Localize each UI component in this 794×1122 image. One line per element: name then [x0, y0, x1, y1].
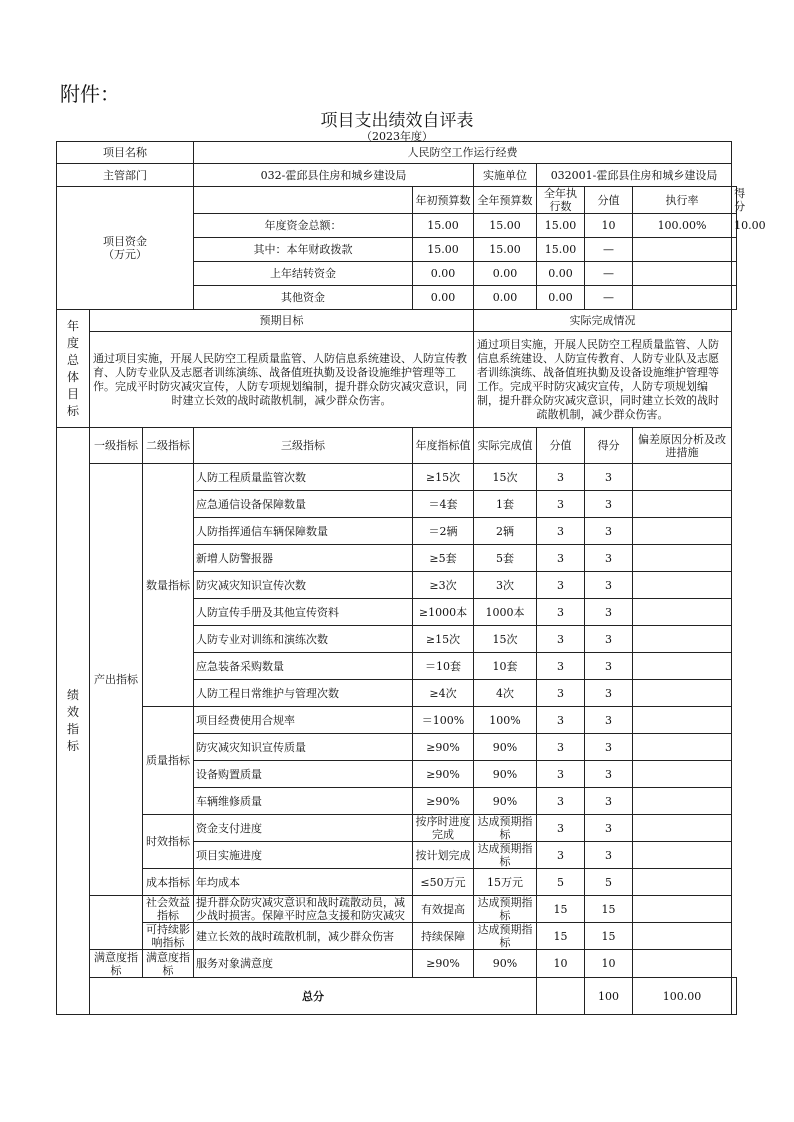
expected-goal-label: 预期目标 [90, 310, 474, 332]
indicator-name: 服务对象满意度 [194, 950, 413, 978]
indicators-label-text: 绩效指标 [66, 688, 79, 753]
indicator-actual: 5套 [474, 545, 537, 572]
indicator-weight: 3 [537, 788, 585, 815]
header-note: 偏差原因分析及改进措施 [633, 428, 732, 464]
indicator-name: 应急装备采购数量 [194, 653, 413, 680]
indicator-note [633, 761, 732, 788]
header-budget: 年初预算数 [413, 187, 474, 214]
indicator-actual: 达成预期指标 [474, 896, 537, 923]
header-weight: 分值 [585, 187, 633, 214]
funds-total-full-budget: 15.00 [474, 214, 537, 238]
dept-value: 032-霍邱县住房和城乡建设局 [194, 164, 474, 187]
header-full-budget: 全年预算数 [474, 187, 537, 214]
indicator-target: ＝4套 [413, 491, 474, 518]
attachment-label: 附件： [60, 82, 120, 106]
funds-carry-label: 上年结转资金 [194, 262, 413, 286]
header-level2: 二级指标 [143, 428, 194, 464]
total-score: 100.00 [633, 978, 732, 1015]
indicator-weight: 3 [537, 815, 585, 842]
indicator-target: ≥90% [413, 734, 474, 761]
evaluation-table [56, 141, 766, 1015]
indicator-target: ＝100% [413, 707, 474, 734]
indicator-target: ≥3次 [413, 572, 474, 599]
indicator-target: ≥1000本 [413, 599, 474, 626]
indicator-weight: 5 [537, 869, 585, 896]
indicator-note [633, 518, 732, 545]
indicator-target: ≥90% [413, 761, 474, 788]
indicator-weight: 15 [537, 896, 585, 923]
indicator-actual: 1套 [474, 491, 537, 518]
indicator-note [633, 707, 732, 734]
indicator-score: 3 [585, 626, 633, 653]
indicator-score: 3 [585, 653, 633, 680]
indicator-score: 3 [585, 788, 633, 815]
benefit-l1-blank [90, 896, 143, 950]
indicator-actual: 1000本 [474, 599, 537, 626]
indicator-weight: 3 [537, 626, 585, 653]
indicator-name: 人防工程日常维护与管理次数 [194, 680, 413, 707]
indicator-actual: 3次 [474, 572, 537, 599]
project-name: 人民防空工作运行经费 [194, 142, 732, 164]
indicator-note [633, 599, 732, 626]
funds-current-blank [633, 238, 732, 262]
indicator-target: 持续保障 [413, 923, 474, 950]
indicator-score: 3 [585, 518, 633, 545]
funds-score-blank [732, 262, 737, 286]
indicator-target: 按计划完成 [413, 842, 474, 869]
funds-carry-weight: — [585, 262, 633, 286]
indicator-score: 10 [585, 950, 633, 978]
header-rate: 执行率 [665, 193, 699, 207]
funds-total-label: 年度资金总额： [194, 214, 413, 238]
indicator-note [633, 491, 732, 518]
funds-score-blank [732, 286, 737, 310]
indicator-name: 建立长效的战时疏散机制，减少群众伤害 [194, 923, 413, 950]
goals-label [57, 310, 90, 428]
indicator-score: 15 [585, 896, 633, 923]
funds-other-weight: — [585, 286, 633, 310]
timeliness-label: 时效指标 [143, 815, 194, 869]
indicator-weight: 3 [537, 707, 585, 734]
indicator-note [633, 626, 732, 653]
project-name-label: 项目名称 [57, 142, 194, 164]
indicator-actual: 达成预期指标 [474, 923, 537, 950]
indicator-weight: 3 [537, 653, 585, 680]
indicator-score: 3 [585, 599, 633, 626]
indicator-score: 3 [585, 680, 633, 707]
indicator-name: 资金支付进度 [194, 815, 413, 842]
indicator-target: ≥15次 [413, 464, 474, 491]
indicator-actual: 100% [474, 707, 537, 734]
quantity-label: 数量指标 [143, 464, 194, 707]
indicator-name: 车辆维修质量 [194, 788, 413, 815]
funds-current-label: 其中：本年财政拨款 [194, 238, 413, 262]
indicator-target: ≥15次 [413, 626, 474, 653]
indicator-score: 15 [585, 923, 633, 950]
indicator-note [633, 788, 732, 815]
indicator-target: ≤50万元 [413, 869, 474, 896]
funds-total-rate: 100.00% [633, 214, 732, 238]
total-weight: 100 [585, 978, 633, 1015]
funds-total-executed: 15.00 [537, 214, 585, 238]
indicator-score: 3 [585, 464, 633, 491]
indicator-target: ≥4次 [413, 680, 474, 707]
indicator-note [633, 572, 732, 599]
satisfaction-l2-label: 满意度指标 [143, 950, 194, 978]
indicator-score: 3 [585, 842, 633, 869]
funds-label [57, 187, 194, 310]
funds-other-label: 其他资金 [194, 286, 413, 310]
indicator-name: 设备购置质量 [194, 761, 413, 788]
funds-current-weight: — [585, 238, 633, 262]
dept-label: 主管部门 [57, 164, 194, 187]
indicator-name: 防灾减灾知识宣传质量 [194, 734, 413, 761]
funds-carry-full-budget: 0.00 [474, 262, 537, 286]
indicator-actual: 15万元 [474, 869, 537, 896]
funds-score-blank [732, 238, 737, 262]
indicator-target: ≥90% [413, 788, 474, 815]
indicator-weight: 3 [537, 518, 585, 545]
indicator-note [633, 896, 732, 923]
impl-value: 032001-霍邱县住房和城乡建设局 [537, 164, 732, 187]
indicator-weight: 3 [537, 599, 585, 626]
indicator-name: 人防指挥通信车辆保障数量 [194, 518, 413, 545]
output-label: 产出指标 [90, 464, 143, 896]
indicator-target: 按序时进度完成 [413, 815, 474, 842]
funds-carry-blank [633, 262, 732, 286]
indicator-note [633, 950, 732, 978]
header-level3: 三级指标 [194, 428, 413, 464]
indicator-target: ≥90% [413, 950, 474, 978]
funds-current-budget: 15.00 [413, 238, 474, 262]
indicator-score: 3 [585, 707, 633, 734]
indicator-actual: 2辆 [474, 518, 537, 545]
satisfaction-l1-label: 满意度指标 [90, 950, 143, 978]
indicator-note [633, 815, 732, 842]
total-note [732, 978, 737, 1015]
expected-goal-text: 通过项目实施，开展人民防空工程质量监管、人防信息系统建设、人防宣传教育、人防专业队及志愿者训练演练、战备值班执勤及设备设施维护管理等工作。完成平时防灾减灾宣传，人防专项规划编制，提升群众防灾减灾意识，同时建立长效的战时疏散机制，减少群众伤害。 [90, 332, 474, 428]
indicator-target: 有效提高 [413, 896, 474, 923]
indicator-note [633, 842, 732, 869]
indicator-actual: 15次 [474, 464, 537, 491]
indicator-weight: 3 [537, 545, 585, 572]
indicator-note [633, 923, 732, 950]
indicator-note [633, 464, 732, 491]
year-label: （2023年度） [361, 130, 433, 143]
header-ind-score: 得分 [585, 428, 633, 464]
indicator-note [633, 653, 732, 680]
social-label: 社会效益指标 [143, 896, 194, 923]
header-target: 年度指标值 [413, 428, 474, 464]
indicator-name: 提升群众防灾减灾意识和战时疏散动员，减少战时损害。保障平时应急支援和防灾减灾 [194, 896, 413, 923]
indicator-score: 3 [585, 734, 633, 761]
indicator-name: 项目经费使用合规率 [194, 707, 413, 734]
page-title: 项目支出绩效自评表 [320, 111, 474, 131]
indicator-weight: 3 [537, 842, 585, 869]
indicator-name: 人防专业对训练和演练次数 [194, 626, 413, 653]
funds-carry-budget: 0.00 [413, 262, 474, 286]
indicator-name: 年均成本 [194, 869, 413, 896]
indicator-weight: 10 [537, 950, 585, 978]
funds-label-text: 项目资金（万元） [103, 235, 147, 261]
indicator-note [633, 734, 732, 761]
indicators-label [57, 428, 90, 1015]
funds-current-full-budget: 15.00 [474, 238, 537, 262]
indicator-target: ≥5套 [413, 545, 474, 572]
indicator-score: 3 [585, 545, 633, 572]
funds-total-weight: 10 [585, 214, 633, 238]
indicator-actual: 90% [474, 761, 537, 788]
funds-header-blank [194, 187, 413, 214]
indicator-note [633, 545, 732, 572]
indicator-actual: 90% [474, 788, 537, 815]
indicator-name: 人防宣传手册及其他宣传资料 [194, 599, 413, 626]
indicator-score: 3 [585, 815, 633, 842]
indicator-target: ＝2辆 [413, 518, 474, 545]
indicator-score: 3 [585, 572, 633, 599]
indicator-note [633, 869, 732, 896]
indicator-actual: 达成预期指标 [474, 842, 537, 869]
indicator-actual: 90% [474, 734, 537, 761]
indicator-name: 新增人防警报器 [194, 545, 413, 572]
indicator-actual: 15次 [474, 626, 537, 653]
indicator-actual: 达成预期指标 [474, 815, 537, 842]
indicator-weight: 3 [537, 734, 585, 761]
indicator-target: ＝10套 [413, 653, 474, 680]
funds-total-budget: 15.00 [413, 214, 474, 238]
indicator-name: 项目实施进度 [194, 842, 413, 869]
header-actual: 实际完成值 [474, 428, 537, 464]
indicator-note [633, 680, 732, 707]
header-score: 得分 [732, 187, 737, 214]
header-ind-weight: 分值 [537, 428, 585, 464]
total-blank [537, 978, 585, 1015]
indicator-name: 防灾减灾知识宣传次数 [194, 572, 413, 599]
indicator-actual: 90% [474, 950, 537, 978]
sustain-label: 可持续影响指标 [143, 923, 194, 950]
total-label: 总分 [90, 978, 537, 1015]
quality-label: 质量指标 [143, 707, 194, 815]
indicator-name: 应急通信设备保障数量 [194, 491, 413, 518]
indicator-score: 3 [585, 761, 633, 788]
header-executed: 全年执行数 [537, 187, 585, 214]
actual-result-text: 通过项目实施，开展人民防空工程质量监管、人防信息系统建设、人防宣传教育、人防专业队及志愿者训练演练、战备值班执勤及设备设施维护管理等工作。完成平时防灾减灾宣传，人防专项规划编制，提升群众防灾减灾意识，同时建立长效的战时疏散机制，减少群众伤害。 [474, 332, 732, 428]
header-rate-score [633, 187, 732, 214]
indicator-weight: 3 [537, 491, 585, 518]
indicator-weight: 3 [537, 572, 585, 599]
actual-result-label: 实际完成情况 [474, 310, 732, 332]
funds-current-executed: 15.00 [537, 238, 585, 262]
impl-label: 实施单位 [474, 164, 537, 187]
header-level1: 一级指标 [90, 428, 143, 464]
funds-total-score: 10.00 [732, 214, 737, 238]
indicator-weight: 3 [537, 464, 585, 491]
funds-other-budget: 0.00 [413, 286, 474, 310]
indicator-weight: 15 [537, 923, 585, 950]
indicator-actual: 10套 [474, 653, 537, 680]
indicator-actual: 4次 [474, 680, 537, 707]
funds-other-full-budget: 0.00 [474, 286, 537, 310]
indicator-weight: 3 [537, 761, 585, 788]
indicator-weight: 3 [537, 680, 585, 707]
funds-carry-executed: 0.00 [537, 262, 585, 286]
indicator-score: 3 [585, 491, 633, 518]
funds-other-executed: 0.00 [537, 286, 585, 310]
funds-other-blank [633, 286, 732, 310]
goals-label-text: 年度总体目标 [66, 318, 79, 418]
indicator-name: 人防工程质量监管次数 [194, 464, 413, 491]
cost-label: 成本指标 [143, 869, 194, 896]
indicator-score: 5 [585, 869, 633, 896]
